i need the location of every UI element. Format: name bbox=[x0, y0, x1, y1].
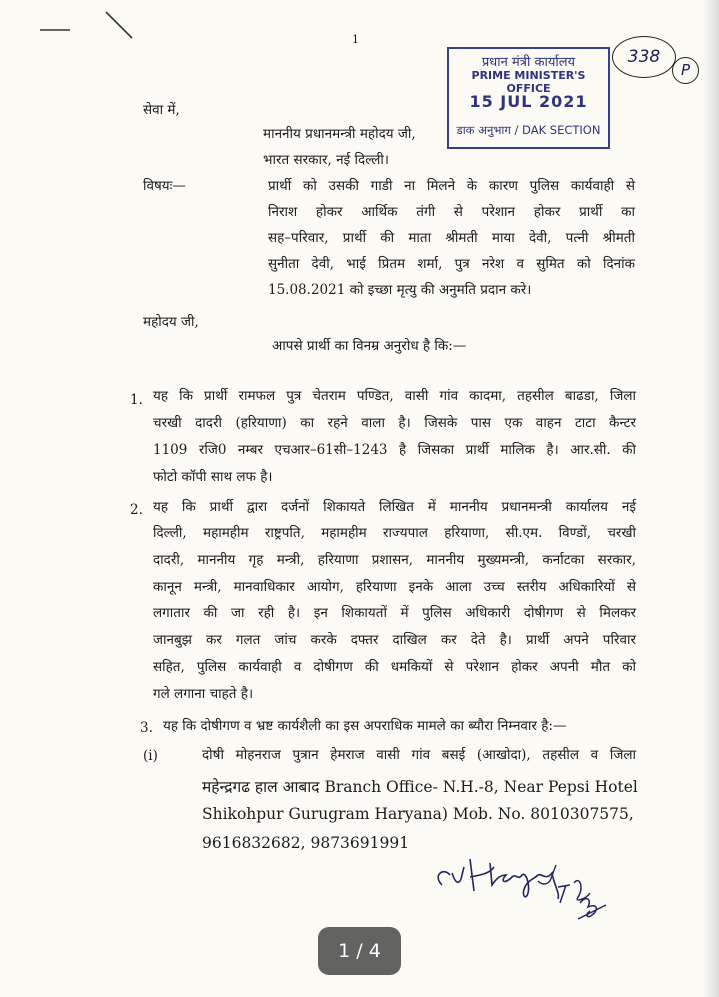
stamp-section: डाक अनुभाग / DAK SECTION bbox=[456, 123, 601, 137]
handwritten-annotation bbox=[430, 845, 660, 925]
request-line: आपसे प्रार्थी का विनम्र अनुरोध है कि:— bbox=[272, 338, 467, 354]
sub-item-line: 9616832682, 9873691991 bbox=[202, 834, 410, 852]
paragraph-1-line: फोटो कॉपी साथ लफ है। bbox=[153, 469, 273, 485]
sub-item-number: (i) bbox=[143, 748, 158, 764]
page-number: 1 bbox=[352, 33, 359, 46]
addressee-line-2: भारत सरकार, नई दिल्ली। bbox=[263, 152, 390, 168]
reference-mark: P bbox=[672, 57, 699, 84]
paragraph-2-line: दिल्ली, महामहीम राष्ट्रपति, महामहीम राज्यपाल हरियाणा, सी.एम. विण्डों, चरखी bbox=[153, 525, 636, 541]
addressee-line-1: माननीय प्रधानमन्त्री महोदय जी, bbox=[263, 126, 416, 142]
subject-line: निराश होकर आर्थिक तंगी से परेशान होकर प्रार्थी का bbox=[268, 204, 635, 220]
paragraph-2-line: सहित, पुलिस कार्यवाही व दोषीगण की धमकियों से परेशान होकर अपनी मौत को bbox=[153, 659, 636, 675]
paragraph-2-line: जानबुझ कर गलत जांच करके दफ्तर दाखिल कर देते है। प्रार्थी अपने परिवार bbox=[153, 632, 636, 648]
salutation-to: सेवा में, bbox=[143, 102, 180, 118]
paragraph-2-line: कानून मन्त्री, मानवाधिकार आयोग, हरियाणा इनके आला उच्च स्तरीय अधिकारियों से bbox=[153, 579, 636, 595]
subject-line: सह–परिवार, प्रार्थी की माता श्रीमती माया देवी, पत्नी श्रीमती bbox=[268, 230, 635, 246]
reference-number: 338 bbox=[612, 36, 676, 78]
paragraph-number: 2. bbox=[130, 502, 143, 518]
sub-item-line: महेन्द्रगढ हाल आबाद Branch Office- N.H.-8, Near Pepsi Hotel bbox=[202, 778, 638, 796]
pmo-received-stamp bbox=[447, 47, 610, 149]
paragraph-2-line: गले लगाना चाहते है। bbox=[153, 686, 254, 702]
sub-item-line: Shikohpur Gurugram Haryana) Mob. No. 8010307575, bbox=[202, 805, 634, 823]
paragraph-2-line: लगातार की जा रही है। इन शिकायतों में पुलिस अधिकारी दोषीगण से मिलकर bbox=[153, 605, 636, 621]
paragraph-2-line: दादरी, माननीय गृह मन्त्री, हरियाणा प्रशासन, माननीय मुख्यमन्त्री, कर्नाटका सरकार, bbox=[153, 552, 636, 568]
paragraph-1-line: 1109 रजि0 नम्बर एचआर–61सी–1243 है जिसका प्रार्थी मालिक है। आर.सी. की bbox=[153, 442, 636, 458]
corner-pen-marks bbox=[0, 0, 160, 50]
paragraph-1-line: यह कि प्रार्थी रामफल पुत्र चेतराम पण्डित, वासी गांव कादमा, तहसील बाढडा, जिला bbox=[153, 388, 636, 404]
subject-line: सुनीता देवी, भाई प्रितम शर्मा, पुत्र नरेश व सुमित को दिनांक bbox=[268, 256, 635, 272]
paragraph-number: 3. bbox=[140, 720, 153, 736]
subject-line: प्रार्थी को उसकी गाडी ना मिलने के कारण पुलिस कार्यवाही से bbox=[268, 178, 635, 194]
stamp-office-hindi: प्रधान मंत्री कार्यालय bbox=[481, 55, 576, 70]
page-edge-shadow bbox=[703, 0, 719, 997]
sub-item-line: दोषी मोहनराज पुत्रान हेमराज वासी गांव बसई (आखोदा), तहसील व जिला bbox=[202, 747, 636, 763]
paragraph-2-line: यह कि प्रार्थी द्वारा दर्जनों शिकायते लिखित में माननीय प्रधानमन्त्री कार्यालय नई bbox=[153, 499, 636, 515]
stamp-date: 15 JUL 2021 bbox=[469, 92, 588, 111]
paragraph-1-line: चरखी दादरी (हरियाणा) का रहने वाला है। जिसके पास एक वाहन टाटा कैन्टर bbox=[153, 415, 636, 431]
greeting: महोदय जी, bbox=[143, 314, 199, 330]
subject-line: 15.08.2021 को इच्छा मृत्यु की अनुमति प्रदान करे। bbox=[268, 282, 532, 298]
page-indicator-badge[interactable]: 1 / 4 bbox=[318, 927, 401, 975]
subject-label: विषयः— bbox=[143, 178, 186, 194]
stamp-office-english: PRIME MINISTER'S OFFICE bbox=[471, 69, 586, 95]
paragraph-3-line: यह कि दोषीगण व भ्रष्ट कार्यशैली का इस अपराधिक मामले का ब्यौरा निम्नवार है:— bbox=[163, 718, 567, 734]
paragraph-number: 1. bbox=[130, 392, 143, 408]
